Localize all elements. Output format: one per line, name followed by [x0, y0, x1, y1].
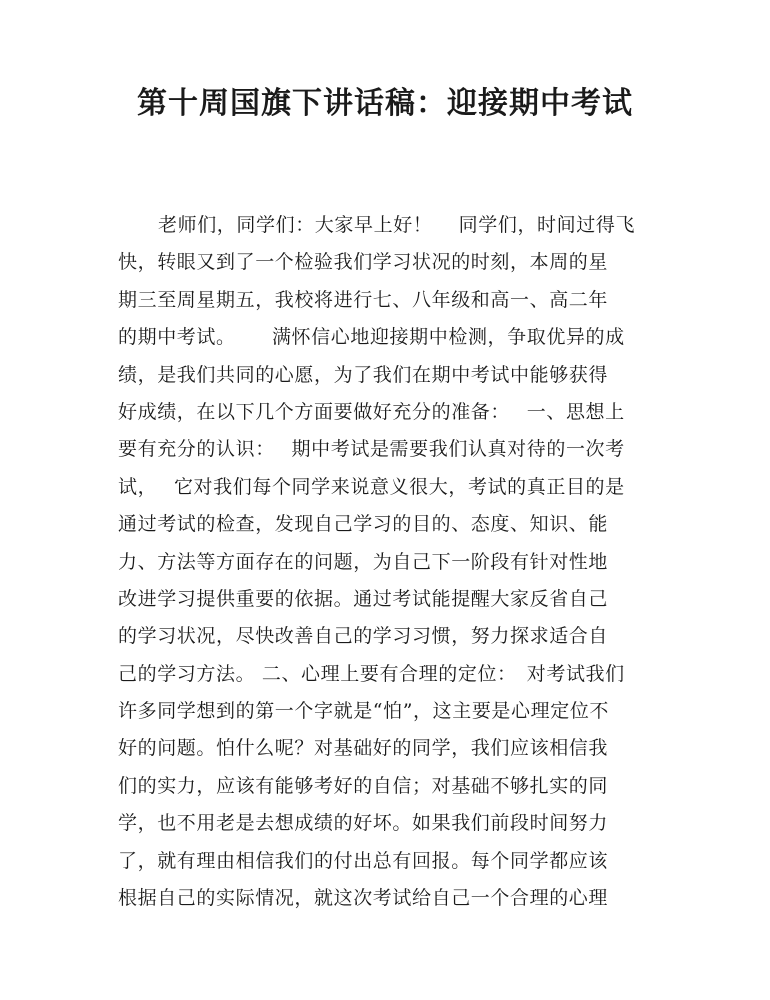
paragraph-line: 老师们，同学们：大家早上好！ 同学们，时间过得飞	[158, 214, 636, 236]
paragraph-line: 力、方法等方面存在的问题，为自己下一阶段有针对性地	[118, 550, 609, 573]
paragraph-line: 的学习状况，尽快改善自己的学习习惯，努力探求适合自	[118, 625, 609, 648]
paragraph-line: 了，就有理由相信我们的付出总有回报。每个同学都应该	[118, 849, 609, 872]
paragraph-line: 改进学习提供重要的依据。通过考试能提醒大家反省自己	[118, 587, 609, 610]
paragraph-line: 期三至周星期五，我校将进行七、八年级和高一、高二年	[118, 288, 609, 311]
paragraph-line: 快，转眼又到了一个检验我们学习状况的时刻，本周的星	[118, 251, 609, 274]
paragraph-line: 根据自己的实际情况，就这次考试给自己一个合理的心理	[118, 887, 609, 910]
paragraph-line: 通过考试的检查，发现自己学习的目的、态度、知识、能	[118, 513, 609, 536]
paragraph-line: 己的学习方法。 二、心理上要有合理的定位： 对考试我们	[118, 662, 625, 685]
paragraph-line: 绩，是我们共同的心愿，为了我们在期中考试中能够获得	[118, 363, 609, 386]
paragraph-line: 们的实力，应该有能够考好的自信；对基础不够扎实的同	[118, 774, 609, 797]
paragraph-line: 好成绩，在以下几个方面要做好充分的准备： 一、思想上	[118, 400, 625, 423]
document-body	[118, 207, 658, 917]
paragraph-line: 好的问题。怕什么呢？对基础好的同学，我们应该相信我	[118, 737, 609, 760]
paragraph-line: 许多同学想到的第一个字就是“怕”，这主要是心理定位不	[118, 700, 610, 723]
paragraph-line: 要有充分的认识： 期中考试是需要我们认真对待的一次考	[118, 438, 625, 461]
paragraph-line: 的期中考试。 满怀信心地迎接期中检测，争取优异的成	[118, 326, 625, 349]
paragraph-line: 试， 它对我们每个同学来说意义很大，考试的真正目的是	[118, 475, 625, 498]
paragraph-line: 学，也不用老是去想成绩的好坏。如果我们前段时间努力	[118, 812, 609, 835]
document-title: 第十周国旗下讲话稿：迎接期中考试	[137, 86, 633, 121]
